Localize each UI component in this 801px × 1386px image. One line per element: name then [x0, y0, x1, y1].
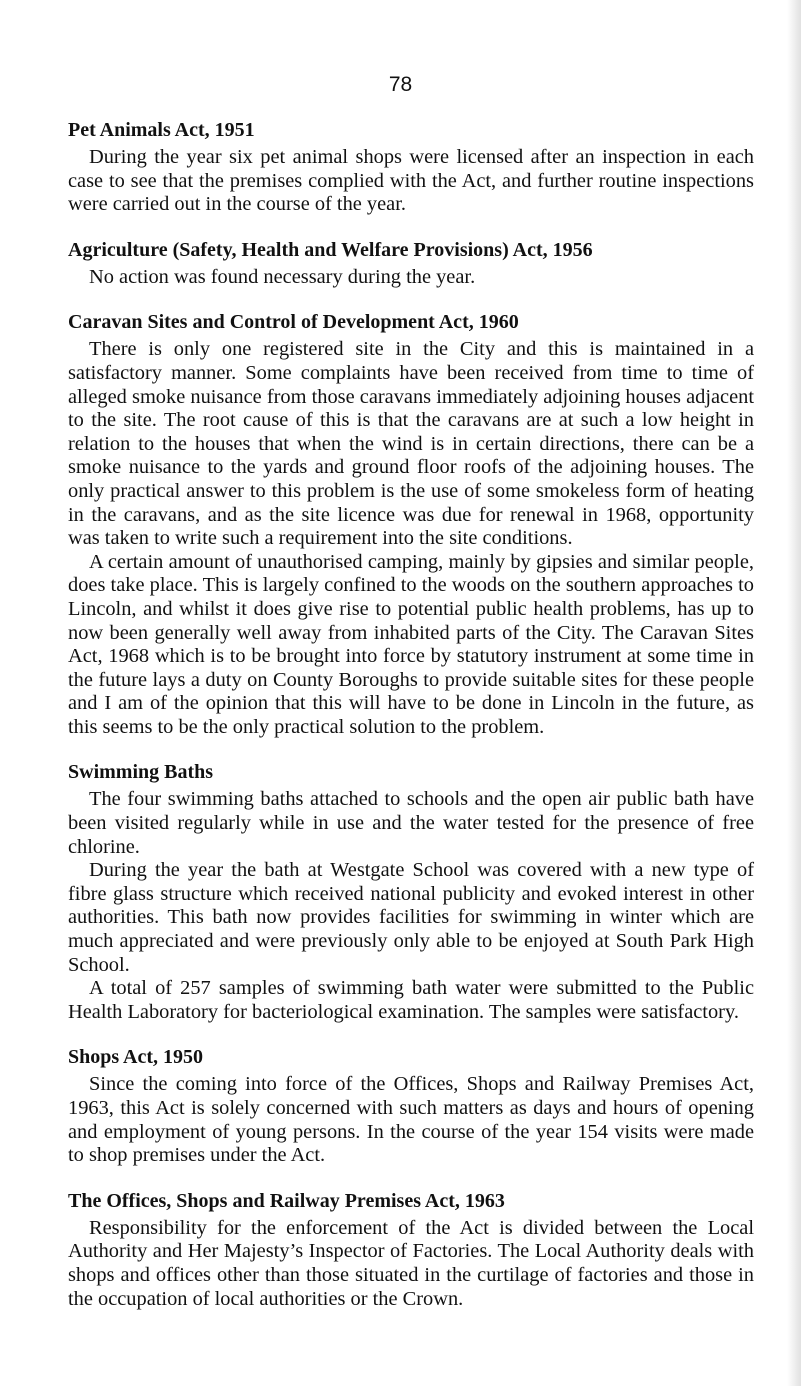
paragraph: A total of 257 samples of swimming bath water were submitted to the Public Health Laboratory for bacteriological examination. The samples were satisfactory.: [68, 977, 754, 1023]
section-swimming-baths: [68, 760, 754, 1024]
page-number: 78: [388, 73, 413, 96]
section-heading: Shops Act, 1950: [68, 1046, 204, 1069]
paragraph: A certain amount of unauthorised camping, mainly by gipsies and similar people, does take place. This is largely confined to the woods on the southern approaches to Lincoln, and whilst it does give rise to potential public health problems, has up to now been generally well away from inhabited parts of the City. The Caravan Sites Act, 1968 which is to be brought into force by statutory instrument at some time in the future lays a duty on County Boroughs to provide suitable sites for these people and I am of the opinion that this will have to be done in Lincoln in the future, as this seems to be the only practical solution to the problem.: [68, 550, 754, 738]
section-heading: Caravan Sites and Control of Development Act, 1960: [68, 311, 519, 334]
document-body: [68, 118, 754, 1332]
scan-edge-shadow: [787, 0, 801, 1386]
section-heading: Pet Animals Act, 1951: [68, 119, 255, 141]
section-heading: Agriculture (Safety, Health and Welfare Provisions) Act, 1956: [68, 238, 593, 261]
section-pet-animals-act: [68, 118, 754, 217]
section-heading: The Offices, Shops and Railway Premises Act, 1963: [68, 1189, 505, 1212]
paragraph: The four swimming baths attached to schools and the open air public bath have been visited regularly while in use and the water tested for the presence of free chlorine.: [68, 788, 754, 858]
paragraph: During the year the bath at Westgate School was covered with a new type of fibre glass structure which received national publicity and evoked interest in other authorities. This bath now provides facilities for swimming in winter which are much appreciated and were previously only able to be enjoyed at South Park High School.: [68, 859, 754, 976]
section-agriculture-act: [68, 238, 754, 290]
paragraph: Responsibility for the enforcement of the Act is divided between the Local Authority and Her Majesty’s Inspector of Factories. The Local Authority deals with shops and offices other than those situated in the curtilage of factories and those in the occupation of local authorities or the Crown.: [68, 1216, 754, 1310]
section-shops-act: [68, 1045, 754, 1167]
section-heading: Swimming Baths: [68, 761, 214, 784]
paragraph: No action was found necessary during the year.: [89, 265, 476, 288]
paragraph: During the year six pet animal shops were licensed after an inspection in each case to see that the premises complied with the Act, and further routine inspections were carried out in the course of the year.: [68, 146, 754, 216]
paragraph: Since the coming into force of the Offices, Shops and Railway Premises Act, 1963, this Act is solely concerned with such matters as days and hours of opening and employment of young persons. In the course of the year 154 visits were made to shop premises under the Act.: [68, 1073, 754, 1167]
section-caravan-sites-act: [68, 310, 754, 739]
section-offices-shops-railway-act: [68, 1189, 754, 1311]
paragraph: There is only one registered site in the City and this is maintained in a satisfactory manner. Some complaints have been received from time to time of alleged smoke nuisance from those caravans immediately adjoining houses adjacent to the site. The root cause of this is that the caravans are at such a low height in relation to the houses that when the wind is in certain directions, there can be a smoke nuisance to the yards and ground floor roofs of the adjoining houses. The only practical answer to this problem is the use of some smokeless form of heating in the caravans, and as the site licence was due for renewal in 1968, opportunity was taken to write such a requirement into the site conditions.: [68, 338, 754, 550]
